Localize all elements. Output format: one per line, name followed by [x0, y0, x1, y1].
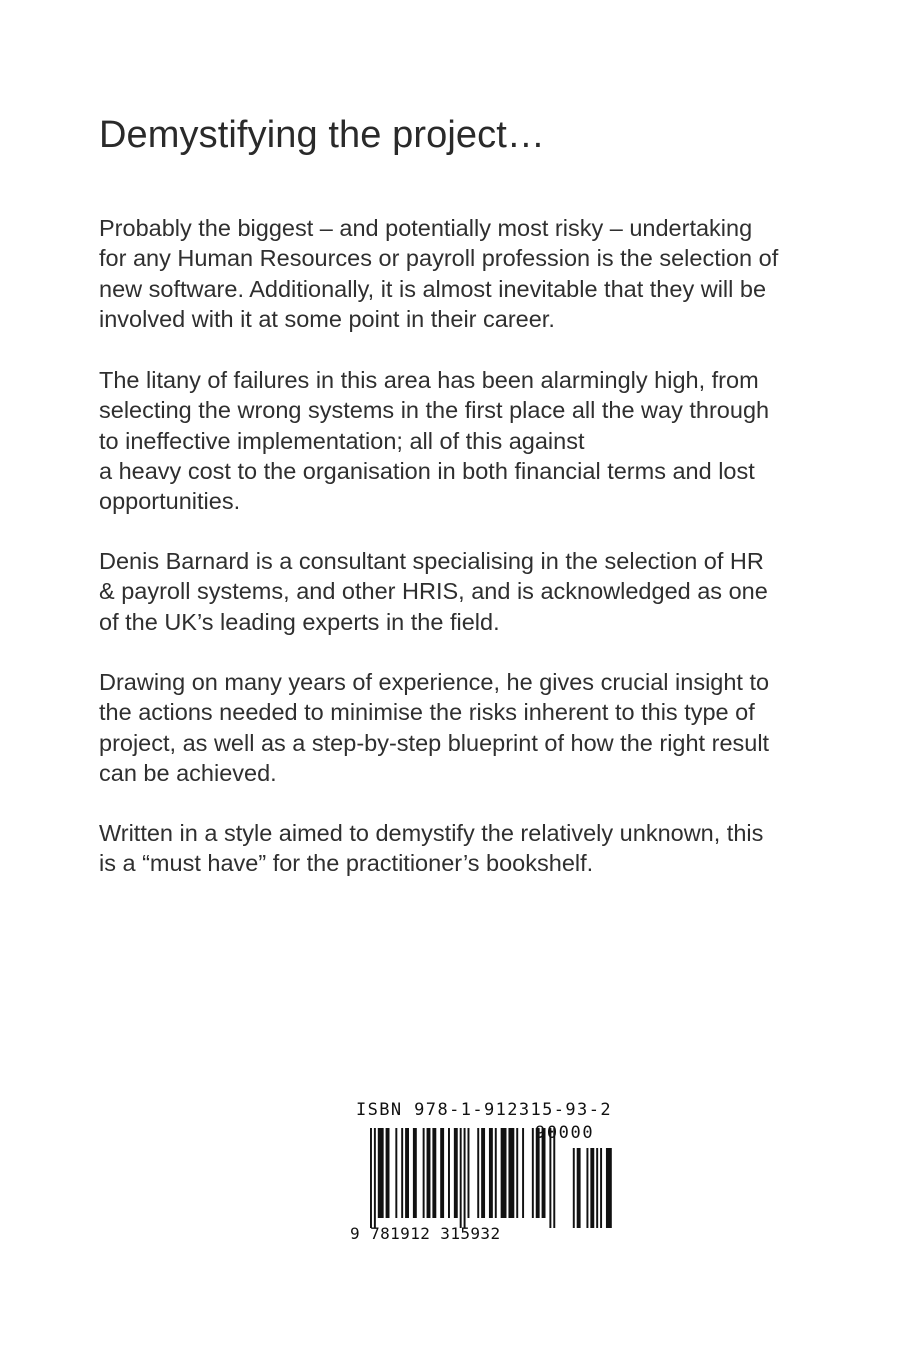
page-title: Demystifying the project… — [99, 114, 545, 156]
barcode-bar — [481, 1128, 485, 1218]
barcode-guard-bar — [460, 1128, 462, 1228]
text-line: project, as well as a step-by-step blueprint of how the right result — [99, 729, 770, 756]
blurb-paragraph-5 — [99, 818, 821, 879]
barcode-bar — [532, 1128, 534, 1218]
isbn-label: ISBN 978-1-912315-93-2 — [356, 1100, 612, 1120]
barcode-bar — [395, 1128, 397, 1218]
addon-bar — [596, 1148, 598, 1228]
barcode-bar — [432, 1128, 436, 1218]
addon-bar — [577, 1148, 581, 1228]
text-line: a heavy cost to the organisation in both financial terms and lost — [99, 457, 755, 484]
blurb-paragraph-2 — [99, 365, 821, 516]
barcode-bar — [423, 1128, 425, 1218]
barcode-bar — [468, 1128, 470, 1218]
text-line: can be achieved. — [99, 759, 277, 786]
text-line: Probably the biggest – and potentially most risky – undertaking — [99, 215, 753, 241]
text-line: to ineffective implementation; all of this against — [99, 427, 585, 454]
barcode-guard-bar — [370, 1128, 372, 1228]
addon-bar — [573, 1148, 575, 1228]
barcode-bars — [350, 1100, 612, 1230]
barcode-bar — [427, 1128, 431, 1218]
barcode-bar — [516, 1128, 518, 1218]
barcode-guard-bar — [374, 1128, 376, 1228]
text-line: is a “must have” for the practitioner’s bookshelf. — [99, 850, 594, 877]
addon-bar — [600, 1148, 602, 1228]
barcode-guard-bar — [553, 1128, 555, 1228]
text-line: & payroll systems, and other HRIS, and is acknowledged as one — [99, 578, 768, 605]
barcode-bar — [477, 1128, 479, 1218]
barcode-bar — [405, 1128, 409, 1218]
author-paragraph — [99, 546, 821, 637]
barcode-bar — [522, 1128, 524, 1218]
addon-bar — [590, 1148, 594, 1228]
text-line: selecting the wrong systems in the first place all the way through — [99, 397, 770, 424]
addon-bar — [586, 1148, 588, 1228]
blurb-paragraph-1 — [99, 213, 821, 334]
barcode-bar — [378, 1128, 384, 1218]
text-line: Written in a style aimed to demystify the relatively unknown, this — [99, 820, 764, 846]
text-line: of the UK’s leading experts in the field. — [99, 608, 500, 635]
barcode-bar — [440, 1128, 444, 1218]
barcode-bar — [454, 1128, 458, 1218]
text-line: for any Human Resources or payroll profession is the selection of — [99, 245, 779, 272]
barcode-guard-bar — [464, 1128, 466, 1228]
text-line: the actions needed to minimise the risks inherent to this type of — [99, 699, 755, 726]
barcode-addon-digits: 90000 — [535, 1123, 595, 1143]
isbn-barcode — [350, 1100, 612, 1250]
barcode-bar — [386, 1128, 390, 1218]
text-line: new software. Additionally, it is almost inevitable that they will be — [99, 275, 767, 302]
text-line: Drawing on many years of experience, he gives crucial insight to — [99, 669, 770, 695]
barcode-bar — [508, 1128, 514, 1218]
barcode-guard-bar — [549, 1128, 551, 1228]
text-line: The litany of failures in this area has been alarmingly high, from — [99, 367, 759, 393]
barcode-bar — [501, 1128, 507, 1218]
text-line: involved with it at some point in their career. — [99, 305, 555, 332]
barcode-bar — [413, 1128, 417, 1218]
barcode-bar — [401, 1128, 403, 1218]
text-line: Denis Barnard is a consultant specialising in the selection of HR — [99, 548, 764, 574]
blurb-paragraph-4 — [99, 667, 821, 788]
barcode-bar — [489, 1128, 493, 1218]
barcode-digits: 9 781912 315932 — [350, 1224, 501, 1243]
text-line: opportunities. — [99, 488, 241, 515]
addon-bar — [606, 1148, 612, 1228]
barcode-bar — [448, 1128, 450, 1218]
barcode-bar — [495, 1128, 497, 1218]
